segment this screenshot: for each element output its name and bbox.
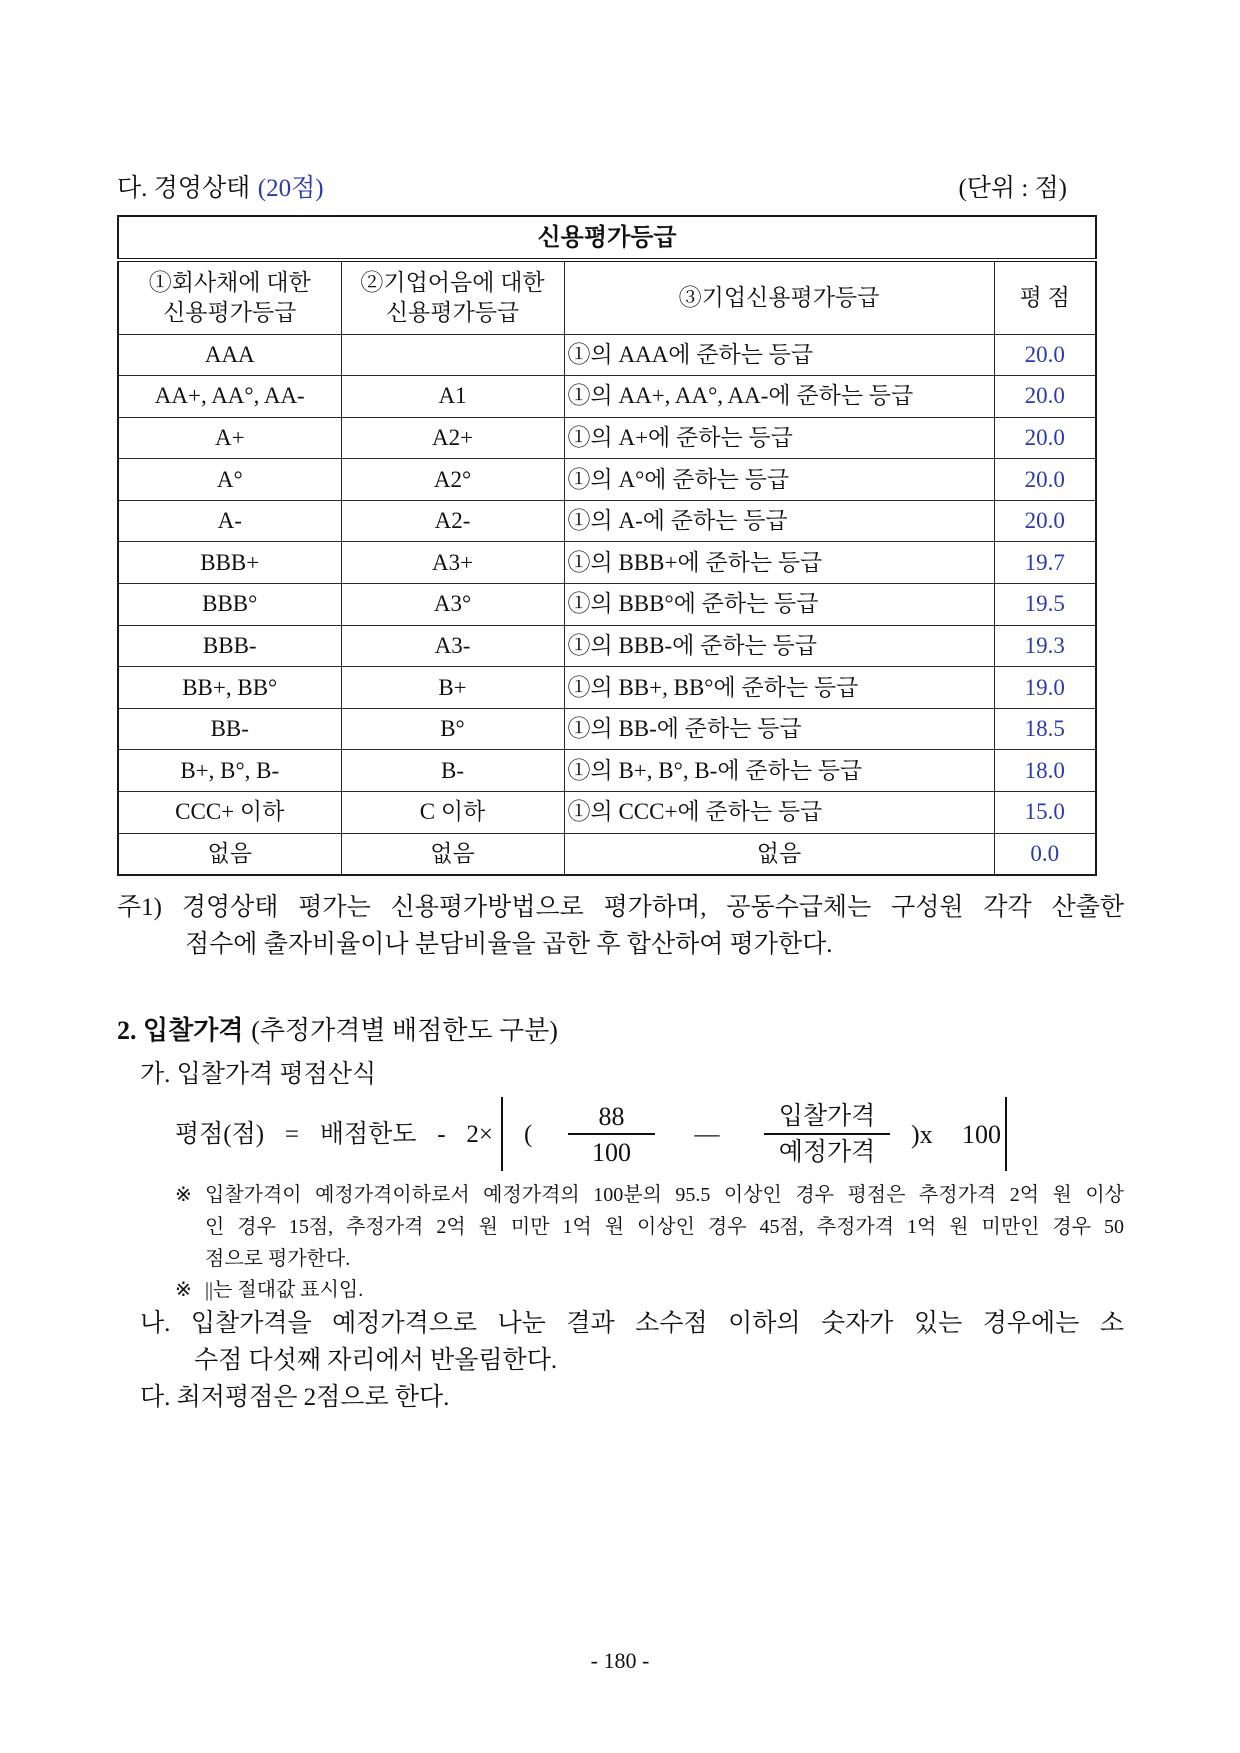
unit-label: (단위 : 점) [958, 175, 1067, 202]
cell-score: 15.0 [994, 792, 1096, 834]
cell-score: 18.0 [994, 750, 1096, 792]
cell-bond-rating: A+ [118, 417, 341, 459]
fraction-1-denominator: 100 [592, 1138, 631, 1167]
fraction-2-denominator: 예정가격 [778, 1139, 876, 1166]
cell-score: 0.0 [994, 833, 1096, 875]
section-heading-text: 다. 경영상태 [117, 175, 251, 202]
cell-bond-rating: AA+, AA°, AA- [118, 376, 341, 418]
cell-corporate-rating: ①의 BBB°에 준하는 등급 [564, 584, 994, 626]
header-bond-line1: ①회사채에 대한 [148, 269, 311, 295]
header-corporate-rating: ③기업신용평가등급 [564, 260, 994, 334]
header-cp-line2: 신용평가등급 [385, 299, 520, 325]
cell-cp-rating: C 이하 [341, 792, 564, 834]
section-points: (20점) [257, 175, 324, 202]
abs-bar-left [501, 1097, 503, 1171]
fraction-2-bar [764, 1133, 890, 1135]
cell-corporate-rating: ①의 AA+, AA°, AA-에 준하는 등급 [564, 376, 994, 418]
formula-minus: — [694, 1121, 720, 1148]
cell-cp-rating: B+ [341, 667, 564, 709]
cell-cp-rating: A2° [341, 459, 564, 501]
cell-bond-rating: BBB+ [118, 542, 341, 584]
note-1-line: 점수에 출자비율이나 분담비율을 곱한 후 합산하여 평가한다. [185, 931, 833, 958]
cell-corporate-rating: ①의 BB-에 준하는 등급 [564, 708, 994, 750]
item-na-line: 수점 다섯째 자리에서 반올림한다. [194, 1347, 558, 1374]
cell-cp-rating: A3+ [341, 542, 564, 584]
page-number: - 180 - [590, 1648, 650, 1673]
cell-bond-rating: BB- [118, 708, 341, 750]
cell-score: 19.3 [994, 625, 1096, 667]
item-da: 다. 최저평점은 2점으로 한다. [140, 1384, 450, 1411]
fraction-1-bar [568, 1133, 655, 1135]
fraction-1-numerator: 88 [598, 1102, 625, 1131]
cell-cp-rating: B° [341, 708, 564, 750]
section-2-title: 2. 입찰가격 [117, 1016, 244, 1045]
cell-corporate-rating: ①의 B+, B°, B-에 준하는 등급 [564, 750, 994, 792]
header-score: 평 점 [994, 260, 1096, 334]
cell-corporate-rating: ①의 BB+, BB°에 준하는 등급 [564, 667, 994, 709]
cell-score: 19.0 [994, 667, 1096, 709]
cell-score: 19.7 [994, 542, 1096, 584]
formula-tail: )x 100 [911, 1120, 1001, 1149]
cell-corporate-rating: 없음 [564, 833, 994, 875]
cell-corporate-rating: ①의 A°에 준하는 등급 [564, 459, 994, 501]
cell-corporate-rating: ①의 AAA에 준하는 등급 [564, 334, 994, 376]
cell-bond-rating: AAA [118, 334, 341, 376]
item-na-line: 나. 입찰가격을 예정가격으로 나눈 결과 소수점 이하의 숫자가 있는 경우에는 소 [140, 1310, 1124, 1337]
header-bond-line2: 신용평가등급 [163, 299, 297, 325]
remark-line: 입찰가격이 예정가격이하로서 예정가격의 100분의 95.5 이상인 경우 평점은 추정가격 2억 원 이상 [205, 1184, 1124, 1206]
cell-cp-rating: A3- [341, 625, 564, 667]
cell-score: 20.0 [994, 500, 1096, 542]
note-1-line: 주1) 경영상태 평가는 신용평가방법으로 평가하며, 공동수급체는 구성원 각각 산출한 [117, 894, 1124, 921]
cell-score: 20.0 [994, 376, 1096, 418]
cell-cp-rating: A3° [341, 584, 564, 626]
cell-corporate-rating: ①의 A-에 준하는 등급 [564, 500, 994, 542]
header-cp-line1: ②기업어음에 대한 [360, 269, 545, 295]
remark-line: 인 경우 15점, 추정가격 2억 원 미만 1억 원 이상인 경우 45점, 추정가격 1억 원 미만인 경우 50 [205, 1216, 1124, 1238]
abs-note-text: ||는 절대값 표시임. [205, 1279, 364, 1301]
item-ga: 가. 입찰가격 평점산식 [140, 1061, 377, 1088]
cell-bond-rating: BBB° [118, 584, 341, 626]
remark-line: 점으로 평가한다. [205, 1248, 351, 1270]
cell-bond-rating: 없음 [118, 833, 341, 875]
abs-bar-right [1005, 1097, 1007, 1171]
cell-score: 18.5 [994, 708, 1096, 750]
cell-bond-rating: A- [118, 500, 341, 542]
cell-corporate-rating: ①의 BBB+에 준하는 등급 [564, 542, 994, 584]
table-title: 신용평가등급 [118, 216, 1096, 260]
cell-corporate-rating: ①의 A+에 준하는 등급 [564, 417, 994, 459]
section-2-subtitle: (추정가격별 배점한도 구분) [251, 1016, 558, 1045]
cell-bond-rating: CCC+ 이하 [118, 792, 341, 834]
cell-corporate-rating: ①의 BBB-에 준하는 등급 [564, 625, 994, 667]
cell-cp-rating: A1 [341, 376, 564, 418]
cell-cp-rating: B- [341, 750, 564, 792]
cell-cp-rating: 없음 [341, 833, 564, 875]
cell-score: 20.0 [994, 334, 1096, 376]
cell-score: 19.5 [994, 584, 1096, 626]
cell-bond-rating: BBB- [118, 625, 341, 667]
abs-note-mark-icon: ※ [175, 1279, 192, 1301]
fraction-2-numerator: 입찰가격 [778, 1103, 876, 1130]
cell-cp-rating: A2+ [341, 417, 564, 459]
formula-open-paren: ( [524, 1121, 533, 1148]
cell-score: 20.0 [994, 459, 1096, 501]
cell-bond-rating: A° [118, 459, 341, 501]
cell-bond-rating: BB+, BB° [118, 667, 341, 709]
cell-score: 20.0 [994, 417, 1096, 459]
cell-bond-rating: B+, B°, B- [118, 750, 341, 792]
formula-lhs: 평점(점) = 배점한도 - 2× [175, 1121, 493, 1148]
cell-cp-rating: A2- [341, 500, 564, 542]
cell-corporate-rating: ①의 CCC+에 준하는 등급 [564, 792, 994, 834]
remark-mark-icon: ※ [175, 1184, 192, 1206]
